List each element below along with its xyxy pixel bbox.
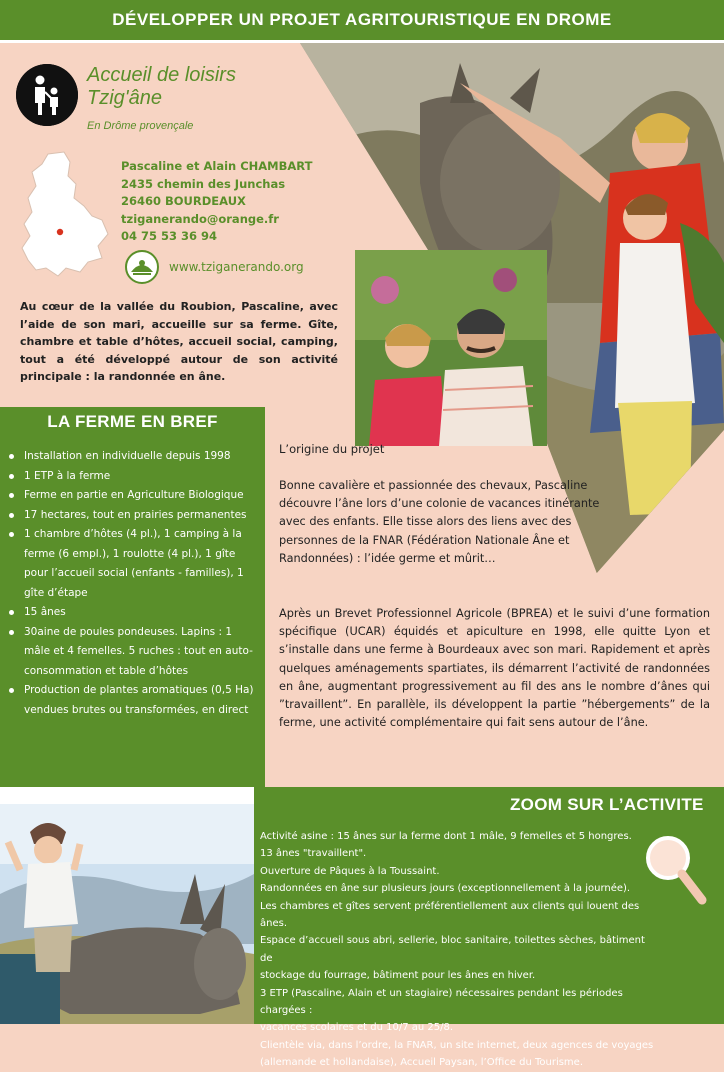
- bref-item: 1 ETP à la ferme: [9, 467, 259, 487]
- bref-list: [9, 447, 259, 720]
- bref-item: Installation en individuelle depuis 1998: [9, 447, 259, 467]
- bref-item: 15 ânes: [9, 603, 259, 623]
- zoom-title: ZOOM SUR L’ACTIVITE: [510, 795, 704, 814]
- bref-item: Ferme en partie en Agriculture Biologique: [9, 486, 259, 506]
- website-row: [125, 250, 304, 284]
- adult-child-icon: [16, 64, 78, 126]
- contact-address1: 2435 chemin des Junchas: [121, 176, 286, 191]
- drome-map-icon: [18, 150, 112, 280]
- banner-divider: [0, 40, 724, 43]
- brand-name-line2: Tzig'âne: [87, 87, 162, 109]
- zoom-line: vacances scolaires et du 10/7 au 25/8.: [260, 1022, 454, 1034]
- photo-couple: [355, 250, 547, 446]
- zoom-line: Ouverture de Pâques à la Toussaint.: [260, 865, 440, 877]
- zoom-line: Espace d’accueil sous abri, sellerie, bloc sanitaire, toilettes sèches, bâtiment de: [260, 935, 645, 964]
- bref-title: LA FERME EN BREF: [47, 412, 218, 431]
- bref-item: 1 chambre d’hôtes (4 pl.), 1 camping à la ferme (6 empl.), 1 roulotte (4 pl.), 1 gîte pour l’accueil social (enfants - familles), 1 gîte d’étape: [9, 525, 259, 603]
- zoom-line: (allemande et hollandaise), Accueil Paysan, l’Office du Tourisme.: [260, 1057, 584, 1069]
- bref-item: Production de plantes aromatiques (0,5 Ha) vendues brutes ou transformées, en direct: [9, 681, 259, 720]
- contact-address2: 26460 BOURDEAUX: [121, 194, 246, 208]
- bref-item: 30aine de poules pondeuses. Lapins : 1 mâle et 4 femelles. 5 ruches : tout en auto-consommation et table d’hôtes: [9, 623, 259, 682]
- contact-phone: 04 75 53 36 94: [121, 229, 218, 243]
- brand-subtitle: En Drôme provençale: [87, 120, 194, 132]
- accueil-paysan-logo-icon: [125, 250, 159, 284]
- zoom-line: 3 ETP (Pascaline, Alain et un stagiaire) nécessaires pendant les périodes chargées :: [260, 987, 623, 1017]
- zoom-text: [260, 828, 660, 1072]
- zoom-line: 13 ânes "travaillent".: [260, 848, 367, 860]
- zoom-line: Clientèle via, dans l’ordre, la FNAR, un site internet, deux agences de voyages: [260, 1039, 654, 1051]
- brand-title: [87, 64, 307, 110]
- origin-paragraph-1: Bonne cavalière et passionnée des chevaux, Pascaline découvre l’âne lors d’une colonie de vacances itinérante avec des enfants. Elle tisse alors des liens avec des personnes de la FNAR (Fédération Nationale Âne et Randonnées) : l’idée germe et mûrit…: [279, 479, 600, 565]
- origin-paragraph-2: Après un Brevet Professionnel Agricole (BPREA) et le suivi d’une formation spécifique (UCAR) équidés et apiculture en 1998, elle quitte Lyon et s’installe dans une ferme à Bourdeaux avec son mari. Rapidement et après quelques aménagements spartiates, ils démarrent l’activité de randonnées en âne, augmentant progressivement au fil des ans le nombre d’ânes qui ”travaillent”. En parallèle, ils développent la partie ”hébergements” de la ferme, une activité complémentaire qui fait sens autour de l’âne.: [279, 607, 710, 730]
- zoom-line: stockage du fourrage, bâtiment pour les ânes en hiver.: [260, 970, 536, 982]
- banner: [0, 0, 724, 40]
- zoom-line: Les chambres et gîtes servent préférentiellement aux clients qui louent des ânes.: [260, 900, 640, 930]
- origin-title: L’origine du projet: [279, 442, 385, 456]
- intro-paragraph: Au cœur de la vallée du Roubion, Pascaline, avec l’aide de son mari, accueille sur sa ferme. Gîte, chambre et table d’hôtes, accueil social, camping, tout a été développé autour de son activité principale : la randonnée en âne.: [20, 300, 338, 383]
- contact-name: Pascaline et Alain CHAMBART: [121, 159, 313, 173]
- website-link[interactable]: www.tziganerando.org: [169, 260, 304, 274]
- banner-title: DÉVELOPPER UN PROJET AGRITOURISTIQUE EN DROME: [112, 10, 612, 29]
- zoom-line: Activité asine : 15 ânes sur la ferme dont 1 mâle, 9 femelles et 5 hongres.: [260, 831, 632, 842]
- bref-item: 17 hectares, tout en prairies permanentes: [9, 506, 259, 526]
- photo-child-on-donkey: [0, 804, 254, 1024]
- brand-name-line1: Accueil de loisirs: [87, 64, 236, 86]
- zoom-line: Randonnées en âne sur plusieurs jours (exceptionnellement à la journée).: [260, 883, 631, 895]
- contact-block: [121, 158, 312, 246]
- contact-email[interactable]: tziganerando@orange.fr: [121, 211, 279, 226]
